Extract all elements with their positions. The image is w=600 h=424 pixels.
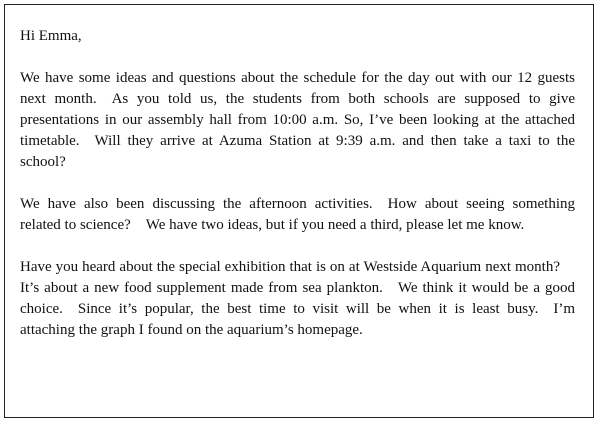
email-frame [4,4,594,418]
email-body [20,26,575,341]
email-paragraph-schedule: We have some ideas and questions about the schedule for the day out with our 12 guests next month. As you told us, the students from both schools are supposed to give presentations in our assembly hall from 10:00 a.m. So, I’ve been looking at the attached timetable. Will they arrive at Azuma Station at 9:39 a.m. and then take a taxi to the school? [20,70,575,170]
email-greeting: Hi Emma, [20,28,82,44]
email-paragraph-aquarium: Have you heard about the special exhibition that is on at Westside Aquarium next month? It’s about a new food supplement made from sea plankton. We think it would be a good choice. Since it’s popular, the best time to visit will be when it is least busy. I’m attaching the graph I found on the aquarium’s homepage. [20,259,575,338]
email-paragraph-afternoon: We have also been discussing the afternoon activities. How about seeing something related to science? We have two ideas, but if you need a third, please let me know. [20,196,575,233]
